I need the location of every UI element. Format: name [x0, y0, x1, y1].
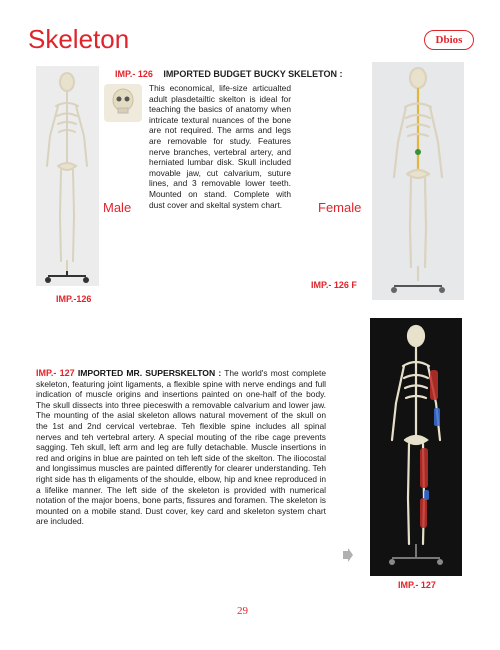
brand-logo: Dbios	[424, 30, 474, 50]
male-skeleton-image	[36, 66, 99, 286]
male-label: Male	[103, 200, 132, 215]
product-126-description: This economical, life-size articualted adult plasdetailtic skelton is ideal for teaching the basics of anatomy when intricate textural nuances of the bone are not required. The arms and legs are removable for study. Features nerve branches, vertebral artery, and herniated lumbar disk. Skull included movable jaw, cut calvarium, suture lines, and 3 removable lower teeth. Mounted on stand. Complete with dust cover and skeltal system chart.	[149, 83, 291, 210]
product-127-code: IMP.- 127	[36, 368, 75, 378]
product-126-block	[115, 64, 343, 210]
female-code-label: IMP.- 126 F	[311, 280, 357, 290]
page-title: Skeleton	[28, 24, 130, 54]
superskeleton-image	[370, 318, 462, 576]
product-126-heading: IMPORTED BUDGET BUCKY SKELETON :	[163, 69, 343, 79]
page-number: 29	[237, 605, 248, 617]
product-126-code: IMP.- 126	[115, 69, 153, 79]
arrow-right-icon	[343, 548, 353, 562]
product-127-heading: IMPORTED MR. SUPERSKELTON :	[77, 368, 222, 378]
product-127-description: The world's most complete skeleton, featuring joint ligaments, a flexible spine with nerve endings and full indication of muscle origins and insertions painted on one-half of the body. The skull dissects into three pieceswith a removable calvarium and lower jaw. The mounting of the asial skeleton allows natural movement of the skull on the 1st and 2nd cervical vertebrae. Teh flexible spine includes all spinal nerves and teh vertebral artery. A special mouting of the ribe cage prevents sagging. Teh skull, left arm and leg are fully detachable. Muscle insertions in red and origins in blue are painted on teh left side of the skelton. The iliocostal and longissimus muscles are painted differently for clearer understanding. Teh right side has th eligaments of the shoulde, elbow, hip and knee reproduced in a lifelike manner. The left side of the skeleton is provided with numerical notation of the major boens, bone parts, fissures and foramen. The skeleton is mounted on a mobile stand. Dust cover, key card and skeleton system chart are included.	[36, 368, 326, 527]
product-127-block	[36, 368, 326, 527]
superskeleton-code-label: IMP.- 127	[398, 580, 436, 590]
male-code-label: IMP.-126	[56, 294, 92, 304]
female-label: Female	[318, 200, 362, 215]
female-skeleton-image	[372, 62, 464, 300]
